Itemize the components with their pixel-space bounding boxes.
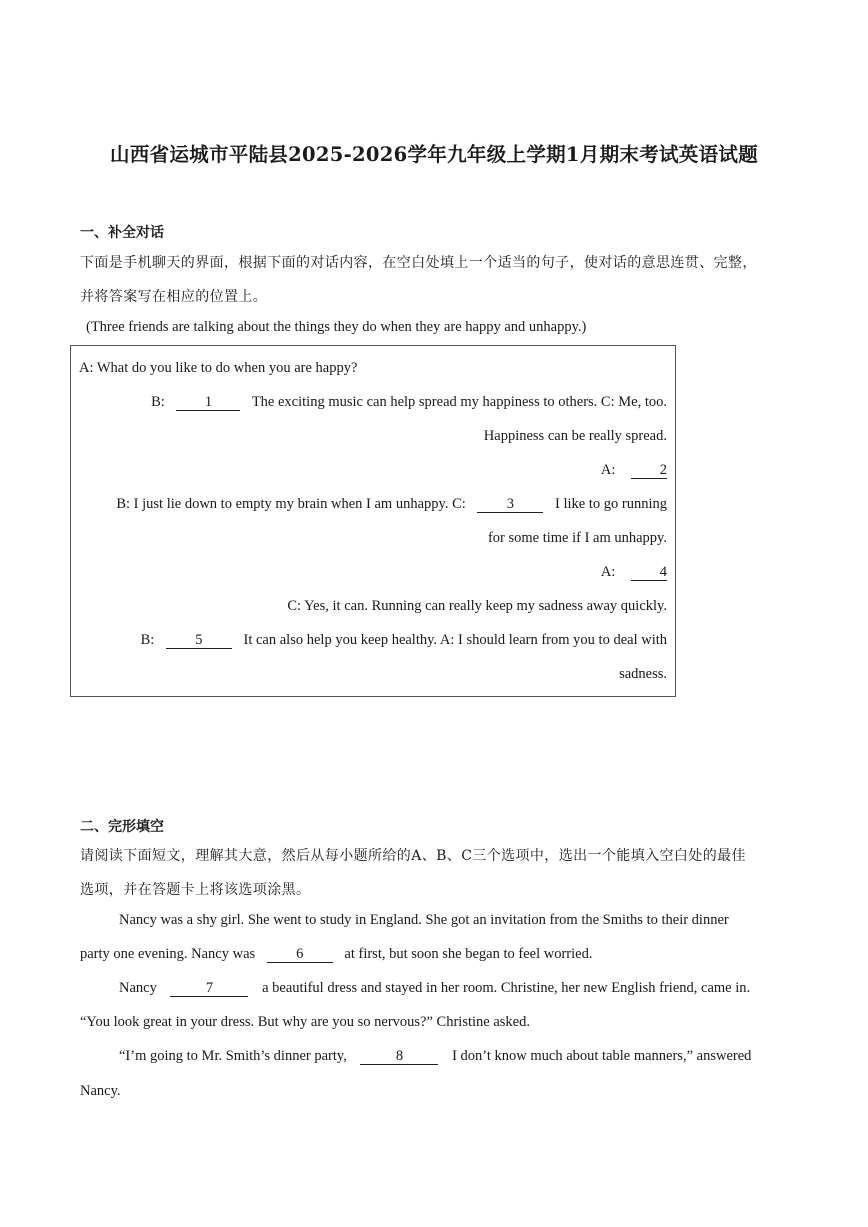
answer-blank-1[interactable]: 1 — [176, 395, 240, 411]
dialogue-text: I like to go running — [555, 496, 667, 512]
speaker-label: B: — [140, 632, 155, 648]
instruction-line-1: 下面是手机聊天的界面，根据下面的对话内容，在空白处填上一个适当的句子，使对话的意思连贯、完整， — [80, 255, 757, 271]
passage-text: a beautiful dress and stayed in her room. Christine, her new English friend, came in. — [262, 980, 751, 996]
dialogue-line: sadness. — [619, 666, 667, 682]
passage-text: “I’m going to Mr. Smith’s dinner party, — [119, 1048, 347, 1064]
passage-line: Nancy was a shy girl. She went to study in England. She got an invitation from the Smiths to their dinner — [119, 912, 729, 928]
speaker-label: A: — [600, 462, 616, 478]
dialogue-line — [601, 564, 667, 581]
answer-blank-8[interactable]: 8 — [360, 1049, 438, 1065]
dialogue-text: It can also help you keep healthy. A: I should learn from you to deal with — [243, 632, 667, 648]
passage-line — [80, 946, 592, 963]
dialogue-context: (Three friends are talking about the things they do when they are happy and unhappy.) — [86, 319, 587, 335]
speaker-label: B: — [151, 394, 165, 410]
page-title: 山西省运城市平陆县2025-2026学年九年级上学期1月期末考试英语试题 — [109, 143, 758, 166]
speaker-label: A: — [600, 564, 616, 580]
answer-blank-4[interactable]: 4 — [631, 565, 667, 581]
passage-line: “You look great in your dress. But why are you so nervous?” Christine asked. — [80, 1014, 530, 1030]
passage-text: I don’t know much about table manners,” answered — [452, 1048, 752, 1064]
dialogue-line — [116, 496, 667, 513]
answer-blank-5[interactable]: 5 — [166, 633, 232, 649]
passage-text: party one evening. Nancy was — [80, 946, 256, 962]
instruction-line-2: 选项，并在答题卡上将该选项涂黑。 — [80, 882, 311, 898]
answer-blank-6[interactable]: 6 — [267, 947, 333, 963]
passage-text: at first, but soon she began to feel worried. — [344, 946, 593, 962]
passage-line — [119, 980, 750, 997]
answer-blank-2[interactable]: 2 — [631, 463, 667, 479]
dialogue-text: The exciting music can help spread my happiness to others. C: Me, too. — [251, 394, 667, 410]
dialogue-line: C: Yes, it can. Running can really keep my sadness away quickly. — [287, 598, 667, 614]
dialogue-line: A: What do you like to do when you are happy? — [79, 360, 358, 376]
instruction-line-2: 并将答案写在相应的位置上。 — [80, 289, 268, 305]
passage-line: Nancy. — [80, 1083, 121, 1099]
dialogue-line — [141, 632, 667, 649]
dialogue-line: for some time if I am unhappy. — [487, 530, 667, 546]
passage-text: Nancy — [119, 980, 157, 996]
answer-blank-7[interactable]: 7 — [170, 981, 248, 997]
passage-line — [119, 1048, 751, 1065]
section-heading-dialogue: 一、补全对话 — [80, 225, 164, 241]
dialogue-text: B: I just lie down to empty my brain when I am unhappy. C: — [116, 496, 466, 512]
dialogue-line — [151, 394, 667, 411]
instruction-line-1: 请阅读下面短文，理解其大意，然后从每小题所给的A、B、C三个选项中，选出一个能填入空白处的最佳 — [80, 848, 746, 864]
dialogue-box — [70, 345, 676, 697]
dialogue-line — [601, 462, 667, 479]
section-heading-cloze: 二、完形填空 — [80, 819, 164, 835]
dialogue-line: Happiness can be really spread. — [483, 428, 667, 444]
answer-blank-3[interactable]: 3 — [477, 497, 543, 513]
